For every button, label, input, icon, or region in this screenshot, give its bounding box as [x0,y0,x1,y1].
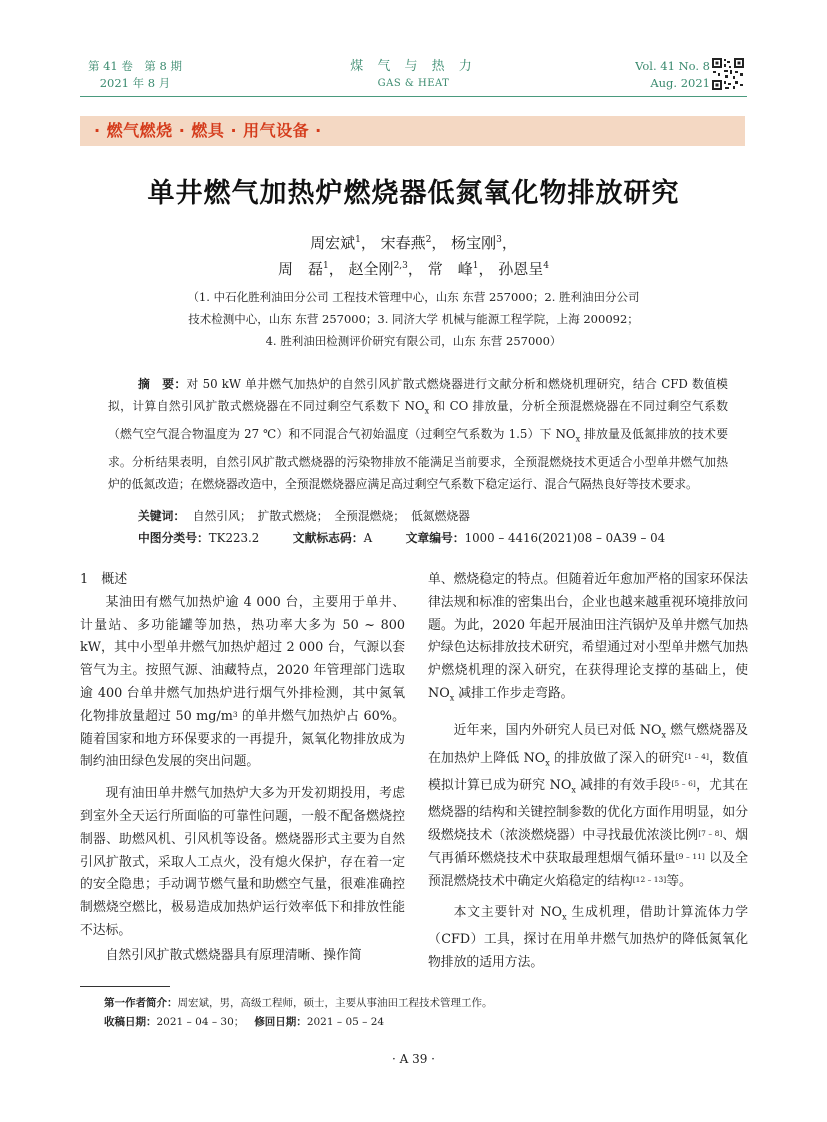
section-heading: 1 概述 [80,572,128,587]
paragraph: 近年来，国内外研究人员已对低 $NO_x$ 燃气燃烧器及在加热炉上降低 $NO_x$ 的排放做了深入的研究[1 – 4]，数值模拟计算已成为研究 $NO_x$ 减排的有效手段[5 – 6]，尤其在燃烧器的结构和关键控制参数的优化方面作用明显，如分级燃烧技术（浓淡燃烧器）中寻找最优浓淡比例[7 – 8]、烟气再循环燃烧技术中获取最理想烟气循环量[9 – 11] 以及全预混燃烧技术中确定火焰稳定的结构[12 – 13]等。 [428,723,749,889]
paragraph: 某油田有燃气加热炉逾 4 000 台，主要用于单井、计量站、多功能罐等加热，热功率大多为 50 ~ 800 kW，其中小型单井燃气加热炉超过 2 000 台，气源以套管气为主。按照气源、油藏特点，2020 年管理部门选取逾 400 台单井燃气加热炉进行烟气外排检测，其中氮氧化物排放量超过 50 $mg/m^3$ 的单井燃气加热炉占 60%。随着国家和地方环保要求的一再提升，氮氧化物排放成为制约油田绿色发展的突出问题。 [80,594,405,770]
authors-line-1: 周宏斌$^1$， 宋春燕$^2$， 杨宝刚$^3$， [310,234,517,252]
date-footnote: 收稿日期：2021 – 04 – 30； 修回日期：2021 – 05 – 24 [104,1016,385,1028]
classification-line: 中图分类号：TK223.2 文献标志码：A 文章编号：1000 – 4416(2021)08 – 0A39 – 04 [138,531,666,545]
section-tag: · 燃气燃烧 · 燃具 · 用气设备 · [94,121,322,140]
qr-code-icon [711,57,745,91]
header-divider [80,96,747,97]
page-number: · A 39 · [391,1052,435,1066]
abstract-label: 摘 要： [138,377,187,391]
paragraph: 本文主要针对 $NO_x$ 生成机理，借助计算流体力学（CFD）工具，探讨在用单井燃气加热炉的降低氮氧化物排放的适用方法。 [428,904,748,970]
paragraph: 现有油田单井燃气加热炉大多为开发初期投用，考虑到室外全天运行所面临的可靠性问题，一般不配备燃烧控制器、助燃风机、引风机等设备。燃烧器形式主要为自然引风扩散式，采取人工点火，没有熄火保护，存在着一定的安全隐患；手动调节燃气量和助燃空气量，很难准确控制燃烧空燃比，极易造成加热炉运行效率低下和排放性能不达标。 [80,786,405,938]
journal-name: 煤 气 与 热 力 GAS & HEAT [350,59,477,89]
footnote-divider [80,986,170,987]
affiliation-line: 技术检测中心，山东 东营 257000；3. 同济大学 机械与能源工程学院，上海 200092； [188,312,639,326]
journal-volume-issue: 第 41 卷 第 8 期 2021 年 8 月 [87,59,183,90]
body-left-column [80,569,405,968]
authors-line-2: 周 磊$^1$， 赵全刚$^{2,3}$， 常 峰$^1$， 孙恩呈$^4$ [278,260,549,278]
paragraph: 自然引风扩散式燃烧器具有原理清晰、操作简 [105,947,362,963]
keywords: 关键词： 自然引风； 扩散式燃烧； 全预混燃烧； 低氮燃烧器 [138,509,470,523]
affiliation-line: （1. 中石化胜利油田分公司 工程技术管理中心，山东 东营 257000；2. 胜利油田分公司 [187,290,640,304]
body-right-column [428,569,748,974]
affiliation-line: 4. 胜利油田检测评价研究有限公司，山东 东营 257000） [265,334,562,348]
author-footnote: 第一作者简介：周宏斌，男，高级工程师，硕士，主要从事油田工程技术管理工作。 [104,997,493,1009]
journal-volume-en: Vol. 41 No. 8 Aug. 2021 [635,59,710,90]
article-title: 单井燃气加热炉燃烧器低氮氧化物排放研究 [147,178,680,209]
abstract: 摘 要：对 50 kW 单井燃气加热炉的自然引风扩散式燃烧器进行文献分析和燃烧机理研究，结合 CFD 数值模拟，计算自然引风扩散式燃烧器在不同过剩空气系数下 $NO_x$ 和 CO 排放量，分析全预混燃烧器在不同过剩空气系数（燃气空气混合物温度为 27 ℃）和不同混合气初始温度（过剩空气系数为 1.5）下 $NO_x$ 排放量及低氮排放的技术要求。分析结果表明，自然引风扩散式燃烧器的污染物排放不能满足当前要求，全预混燃烧技术更适合小型单井燃气加热炉的低氮改造；在燃烧器改造中，全预混燃烧器应满足高过剩空气系数下稳定运行、混合气隔热良好等技术要求。 [108,377,729,491]
paragraph: 单、燃烧稳定的特点。但随着近年愈加严格的国家环保法律法规和标准的密集出台，企业也越来越重视环境排放问题。为此，2020 年起开展油田注汽锅炉及单井燃气加热炉绿色达标排放技术研究，希望通过对小型单井燃气加热炉燃烧机理的深入研究，在获得理论支撑的基础上，使 $NO_x$ 减排工作步走弯路。 [428,572,748,703]
